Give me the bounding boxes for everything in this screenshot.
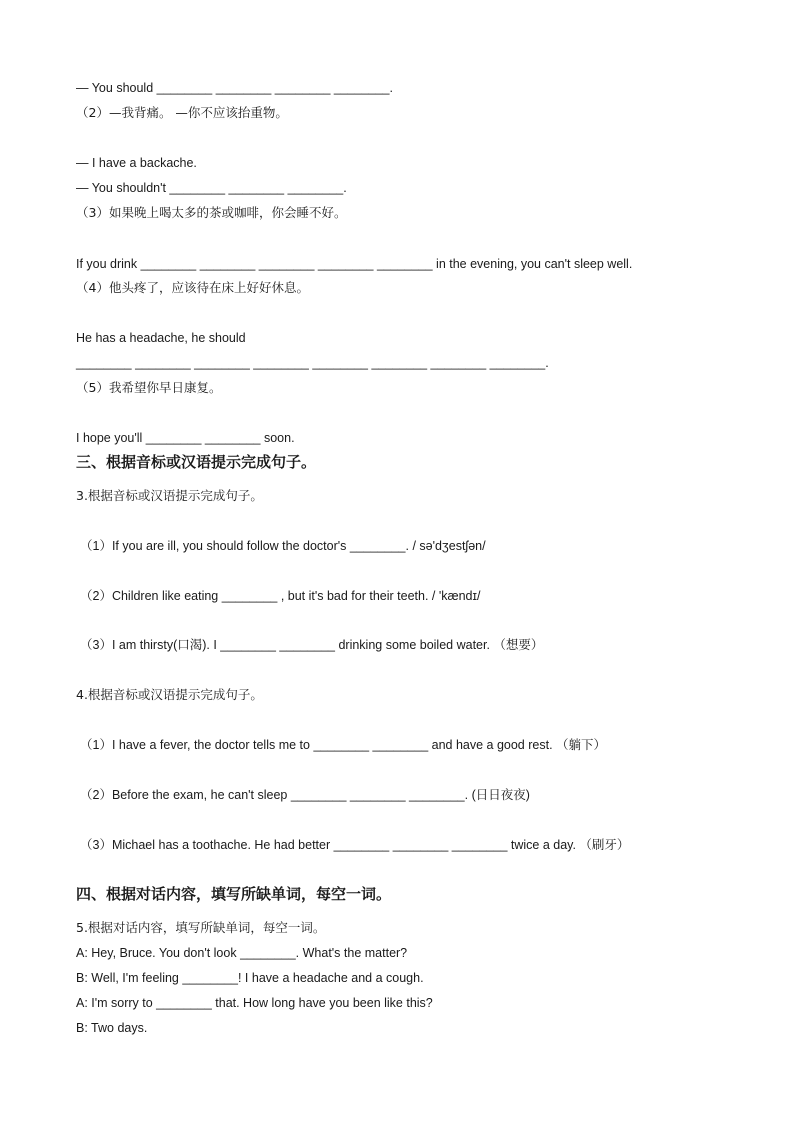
answer-line-5: I hope you'll ________ ________ soon. (76, 431, 295, 445)
dialogue-line: A: Hey, Bruce. You don't look ________. What's the matter? (76, 946, 408, 960)
dialogue-line: — I have a backache. (76, 156, 197, 170)
exercise-3-item-3: （3）I am thirsty(口渴). I ________ ________ drinking some boiled water. （想要） (80, 638, 544, 652)
dialogue-line: B: Well, I'm feeling ________! I have a headache and a cough. (76, 971, 424, 985)
question-3-prompt: （3）如果晚上喝太多的茶或咖啡，你会睡不好。 (76, 205, 347, 220)
exercise-3-item-2: （2）Children like eating ________ , but it's bad for their teeth. / 'kændɪ/ (80, 589, 481, 603)
answer-line-3: If you drink ________ ________ ________ ________ ________ in the evening, you can't sleep well. (76, 257, 633, 271)
question-2-prompt: （2）—我背痛。 —你不应该抬重物。 (76, 105, 288, 120)
question-4-prompt: （4）他头疼了，应该待在床上好好休息。 (76, 280, 309, 295)
dialogue-line: B: Two days. (76, 1021, 148, 1035)
answer-line-4-start: He has a headache, he should (76, 331, 246, 345)
answer-line-1: — You should ________ ________ ________ ________. (76, 81, 393, 95)
exercise-5-title: 5.根据对话内容，填写所缺单词，每空一词。 (76, 920, 326, 935)
answer-line-4-blanks: ________ ________ ________ ________ ________ ________ ________ ________. (76, 356, 549, 370)
exercise-3-item-1: （1）If you are ill, you should follow the doctor's ________. / sə'dʒestʃən/ (80, 539, 486, 553)
exercise-4-item-2: （2）Before the exam, he can't sleep ________ ________ ________. (日日夜夜) (80, 788, 530, 802)
dialogue-line: A: I'm sorry to ________ that. How long have you been like this? (76, 996, 433, 1010)
answer-line-2: — You shouldn't ________ ________ ________. (76, 181, 347, 195)
question-5-prompt: （5）我希望你早日康复。 (76, 380, 222, 395)
exercise-3-title: 3.根据音标或汉语提示完成句子。 (76, 488, 263, 503)
section-3-heading: 三、根据音标或汉语提示完成句子。 (76, 453, 317, 471)
exercise-4-item-1: （1）I have a fever, the doctor tells me to ________ ________ and have a good rest. （躺下） (80, 738, 607, 752)
exercise-4-title: 4.根据音标或汉语提示完成句子。 (76, 687, 263, 702)
section-4-heading: 四、根据对话内容，填写所缺单词，每空一词。 (76, 885, 392, 903)
exercise-4-item-3: （3）Michael has a toothache. He had better ________ ________ ________ twice a day. （刷牙） (80, 838, 630, 852)
